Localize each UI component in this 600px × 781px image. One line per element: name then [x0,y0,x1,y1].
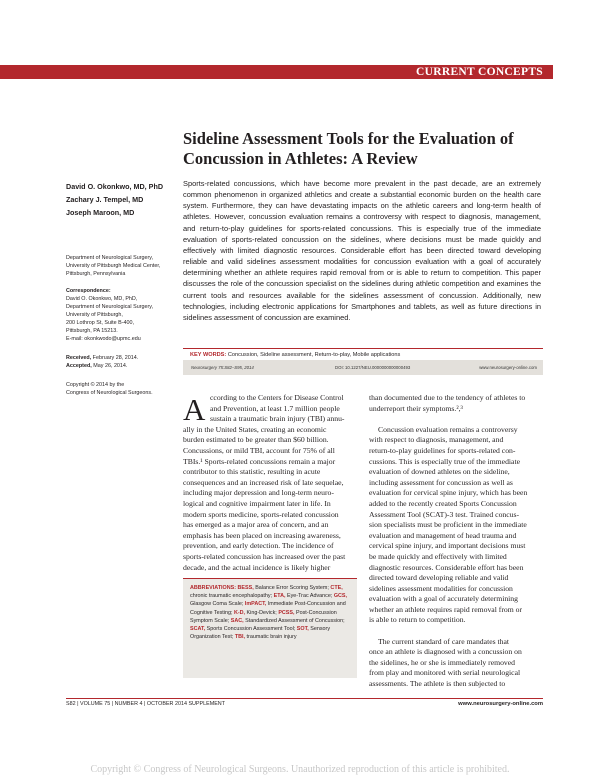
body-line: added to the recently created Sports Concussion [369,498,517,508]
affiliation-line: Department of Neurological Surgery, [66,255,154,261]
citation-website[interactable]: www.neurosurgery-online.com [479,365,537,370]
keywords-divider [183,348,543,349]
received-value: February 28, 2014. [92,355,139,361]
abbreviation-term: ETA, [273,593,286,600]
title-line: Sideline Assessment Tools for the Evaluation of [183,129,514,148]
abbreviation-definition: chronic traumatic encephalopathy; [190,593,274,600]
author-name: Joseph Maroon, MD [66,208,135,217]
body-line: has emerged as a major area of concern, and an [183,520,329,530]
body-line: consequences and an increased risk of late sequelae, [183,477,344,487]
correspondence-line: University of Pittsburgh, [66,312,123,318]
abbreviation-term: CTE, [330,585,343,591]
author-name: Zachary J. Tempel, MD [66,195,144,204]
section-label: CURRENT CONCEPTS [416,66,543,78]
body-line: the sidelines, he or she is immediately removed [369,657,516,667]
correspondence-label: Correspondence: [66,288,111,294]
body-line: underreport their symptoms.²,³ [369,403,463,413]
citation-journal: Neurosurgery 75:S82–S95, 2014 [191,365,254,370]
copyright-notice: Copyright © Congress of Neurological Surgeons. Unauthorized reproduction of this article is prohibited. [90,764,510,775]
citation-doi[interactable]: DOI: 10.1227/NEU.0000000000000493 [335,365,411,370]
body-line: emphasis has been placed on increasing awareness, [183,530,341,540]
body-line: be made quickly and effectively with limited [369,551,507,561]
dates [66,354,184,370]
abbreviation-term: ImPACT, [244,601,267,608]
abbreviation-definition: Sports Concussion Assessment Tool; [205,626,297,633]
abbreviation-definition: Eye-Trac Advance; [285,593,334,600]
abbreviations-text [190,584,352,641]
article-copyright [66,381,184,397]
footer-divider [66,698,543,699]
body-line: sports-related concussion has increased over the past [183,551,346,561]
body-line: cussions. This is especially true of the immediate [369,456,521,466]
body-line: than documented due to the tendency of athletes to [369,393,526,402]
correspondence-email[interactable]: E-mail: okonkwodo@upmc.edu [66,336,141,342]
correspondence-line: David O. Okonkwo, MD, PhD, [66,296,138,302]
abbreviation-definition: Post-Concussion Symptom Scale; [190,609,337,624]
body-line: once an athlete is diagnosed with a concussion on [369,647,522,657]
abbreviation-definition: Glasgow Coma Scale; [190,601,245,608]
affiliation-line: University of Pittsburgh Medical Center, [66,263,161,269]
body-line: evaluation with a goal of accurately determining [369,594,518,604]
body-line: diagnostic resources. Considerable effort has been [369,562,524,572]
abbreviation-term: SOT, [296,626,309,633]
abbreviation-definition: traumatic brain injury [245,634,297,641]
correspondence-line: Department of Neurological Surgery, [66,304,154,310]
body-line: ally in the United States, creating an economic [183,424,327,434]
abbreviation-term: SCAT, [190,626,206,633]
affiliation-line: Pittsburgh, Pennsylvania [66,271,126,277]
author-name: David O. Okonkwo, MD, PhD [66,182,164,191]
abstract: Sports-related concussions, which have become more prevalent in the past decade, are an extremely common phenomenon in organized athletics and create a substantial economic burden on the health care system. Furthermore, they can have devastating impacts on the athletic careers and long-term health of athletes. However, concussion evaluation remains a controversy with respect to diagnosis, management, and return-to-play guidelines for sports-related concussions. This is especially true of the immediate evaluation of sports-related concussion on the sidelines, where decisions must be made quickly and effectively with limited diagnostic resources. Considerable effort has been directed toward developing reliable and valid sidelines assessment modalities for concussion evaluation with a goal of accurately determining whether an athlete requires rapid removal from or is able to return to competition. This paper discusses the role of the concussion specialist on the sidelines during athletic competition and examines the current tools and resources available for the sidelines assessment of concussion. Additionally, new technologies, including electronic applications for Smartphones and tablets, as well as future directions in sidelines assessment of concussion are examined. [183,179,541,322]
citation-bar [183,360,543,375]
affiliation [66,254,184,278]
body-column-1 [183,393,359,573]
body-line: modern sports medicine, sports-related concussion [183,509,339,519]
copyright-line: Copyright © 2014 by the [66,382,125,388]
footer-website[interactable]: www.neurosurgery-online.com [458,701,543,707]
keywords-label: KEY WORDS: [190,352,227,358]
body-line: directed toward developing reliable and valid [369,573,509,583]
received-date [66,354,184,362]
body-line: whether an athlete requires rapid removal from or [369,604,523,614]
body-line: with respect to diagnosis, management, and [369,435,504,445]
body-line: logical and cognitive impairment later in life. In [183,498,331,508]
body-line [369,414,544,425]
body-column-2 [369,393,544,690]
body-line: The current standard of care mandates that [378,636,510,646]
accepted-date [66,362,184,370]
correspondence-line: Pittsburgh, PA 15213. [66,328,118,334]
body-line: prevention, and early detection. The incidence of [183,541,334,551]
body-line: including major depression and long-term neuro- [183,488,334,498]
body-line: Concussion evaluation remains a controversy [378,424,518,434]
body-line: decade, and the actual incidence is likely higher [183,562,331,572]
body-line: including assessment for concussion as well as [369,477,513,487]
copyright-line: Congress of Neurological Surgeons. [66,390,153,396]
accepted-label: Accepted, [66,363,92,369]
correspondence [66,287,184,343]
title-line: Concussion in Athletes: A Review [183,149,418,168]
author-list [66,180,181,219]
footer-issue-info: S82 | VOLUME 75 | NUMBER 4 | OCTOBER 2014 SUPPLEMENT [66,701,225,707]
abbreviation-definition: Standardized Assessment of Concussion; [243,617,345,624]
body-line: evaluation of downed athletes on the sideline, [369,467,510,477]
abbreviation-definition: Sensory Organization Test; [190,626,331,641]
body-line: sidelines assessment modalities for concussion [369,583,513,593]
keywords [190,351,540,359]
body-line: Assessment Tool (SCAT)-3 test. Trained concus- [369,509,520,519]
body-line: ccording to the Centers for Disease Control [210,393,344,402]
body-line: TBIs.¹ Sports-related concussions remain a major [183,456,336,466]
abbreviation-term: SAC, [230,617,244,624]
body-line: from play and monitored with serial neurological [369,668,521,678]
body-line: sion specialists must be proficient in the immediate [369,520,527,530]
abbreviation-term: TBI, [234,634,246,641]
correspondence-line: 200 Lothrop St, Suite B-400, [66,320,135,326]
body-line: Concussions, or mild TBI, account for 75% of all [183,445,335,455]
body-line: evaluation for cervical spine injury, which has been [369,488,528,498]
body-line: burden estimated to be greater than $60 billion. [183,435,329,445]
body-line: sustain a traumatic brain injury (TBI) annu- [210,414,345,424]
body-line: is able to return to competition. [369,615,466,625]
article-title [183,129,543,169]
body-line: assessments. The athlete is then subjected to [369,679,506,689]
body-line: contributor to this statistic, resulting in acute [183,467,321,477]
abbreviation-definition: Immediate Post-Concussion and Cognitive Testing; [190,601,346,616]
section-band [0,65,553,79]
abbreviation-term: K-D, [233,609,246,616]
received-label: Received, [66,355,92,361]
body-line [369,626,544,637]
body-line: and Prevention, at least 1.7 million people [210,403,340,413]
abbreviation-term: GCS, [333,593,348,600]
body-line: evaluation and management of head trauma and [369,530,517,540]
keywords-text: Concussion, Sideline assessment, Return-to-play, Mobile applications [227,352,401,358]
body-line: cervical spine injury, and important decisions must [369,541,526,551]
abbreviation-term: BESS, [237,585,254,591]
abbreviations-label: ABBREVIATIONS: [190,585,237,591]
abbreviation-definition: King-Devick; [245,609,279,616]
abbreviations-box [183,578,357,678]
body-line: return-to-play guidelines for sports-related con- [369,445,516,455]
drop-cap: A [183,392,206,427]
accepted-value: May 26, 2014. [93,363,128,369]
abbreviation-definition: Balance Error Scoring System; [253,585,331,591]
abbreviation-term: PCSS, [278,609,295,616]
